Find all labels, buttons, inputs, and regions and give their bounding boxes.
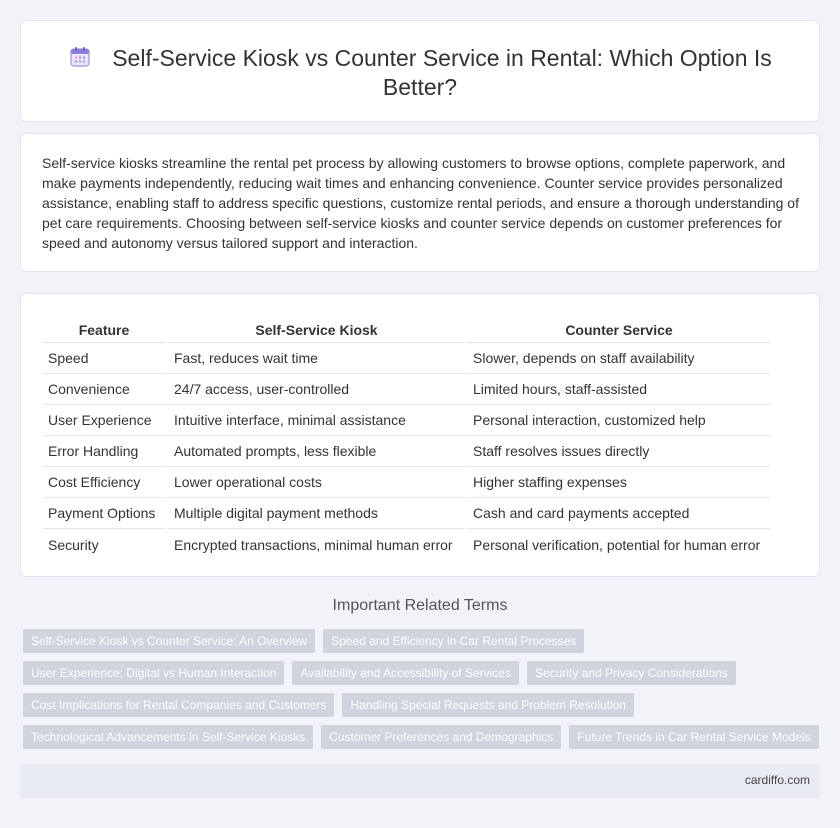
counter-cell: Limited hours, staff-assisted (464, 374, 770, 405)
related-terms-heading: Important Related Terms (332, 597, 508, 614)
related-term-link[interactable]: Speed and Efficiency in Car Rental Processes (323, 629, 584, 653)
counter-cell: Personal verification, potential for human error (464, 529, 770, 560)
table-row (43, 498, 770, 529)
kiosk-cell: 24/7 access, user-controlled (165, 374, 464, 405)
related-term-link[interactable]: Cost Implications for Rental Companies and Customers (23, 693, 334, 717)
feature-cell: Error Handling (43, 436, 165, 467)
related-term-link[interactable]: Self-Service Kiosk vs Counter Service: An Overview (23, 629, 315, 653)
header-counter: Counter Service (464, 314, 770, 343)
calendar-icon (68, 45, 92, 69)
kiosk-cell: Lower operational costs (165, 467, 464, 498)
kiosk-cell: Intuitive interface, minimal assistance (165, 405, 464, 436)
title-card (20, 20, 820, 122)
related-term-link[interactable]: User Experience: Digital vs Human Interaction (23, 661, 284, 685)
counter-cell: Cash and card payments accepted (464, 498, 770, 529)
table-row (43, 374, 770, 405)
feature-cell: Cost Efficiency (43, 467, 165, 498)
related-term-link[interactable]: Availability and Accessibility of Services (292, 661, 519, 685)
kiosk-cell: Multiple digital payment methods (165, 498, 464, 529)
tag-row (23, 629, 823, 653)
comparison-card (20, 293, 820, 577)
feature-cell: Speed (43, 343, 165, 374)
feature-cell: Security (48, 536, 99, 553)
feature-cell: Payment Options (43, 498, 165, 529)
tag-row (23, 725, 823, 749)
intro-card (20, 133, 820, 272)
counter-cell: Staff resolves issues directly (464, 436, 770, 467)
related-term-link[interactable]: Future Trends in Car Rental Service Models (569, 725, 818, 749)
related-term-link[interactable]: Technological Advancements in Self-Service Kiosks (23, 725, 313, 749)
related-term-link[interactable]: Handling Special Requests and Problem Resolution (342, 693, 634, 717)
table-row (43, 467, 770, 498)
feature-cell: Convenience (43, 374, 165, 405)
table-row (43, 529, 770, 560)
related-term-link[interactable]: Customer Preferences and Demographics (321, 725, 561, 749)
table-row (43, 343, 770, 374)
table-row (43, 405, 770, 436)
table-row (43, 436, 770, 467)
comparison-table (43, 314, 770, 560)
footer-site-link[interactable]: cardiffo.com (744, 773, 810, 787)
counter-cell: Higher staffing expenses (464, 467, 770, 498)
kiosk-cell: Automated prompts, less flexible (165, 436, 464, 467)
tag-row (23, 693, 823, 717)
feature-cell: User Experience (43, 405, 165, 436)
title-wrap (61, 44, 779, 102)
intro-paragraph: Self-service kiosks streamline the rental pet process by allowing customers to browse options, complete paperwork, and make payments independently, reducing wait times and enhancing convenience. Counter service provides personalized assistance, enabling staff to address specific questions, customize rental periods, and ensure a thorough understanding of pet care requirements. Choosing between self-service kiosks and counter service depends on customer preferences for speed and autonomy versus tailored support and interaction. (42, 155, 799, 251)
page-title: Self-Service Kiosk vs Counter Service in Rental: Which Option Is Better? (112, 45, 772, 100)
kiosk-cell: Fast, reduces wait time (165, 343, 464, 374)
header-kiosk: Self-Service Kiosk (165, 314, 464, 343)
counter-cell: Slower, depends on staff availability (464, 343, 770, 374)
header-feature: Feature (43, 314, 165, 343)
footer-bar (20, 764, 820, 798)
table-header-row (43, 314, 770, 343)
related-term-link[interactable]: Security and Privacy Considerations (527, 661, 736, 685)
related-terms-list (23, 629, 823, 757)
tag-row (23, 661, 823, 685)
kiosk-cell: Encrypted transactions, minimal human error (165, 529, 464, 560)
counter-cell: Personal interaction, customized help (464, 405, 770, 436)
